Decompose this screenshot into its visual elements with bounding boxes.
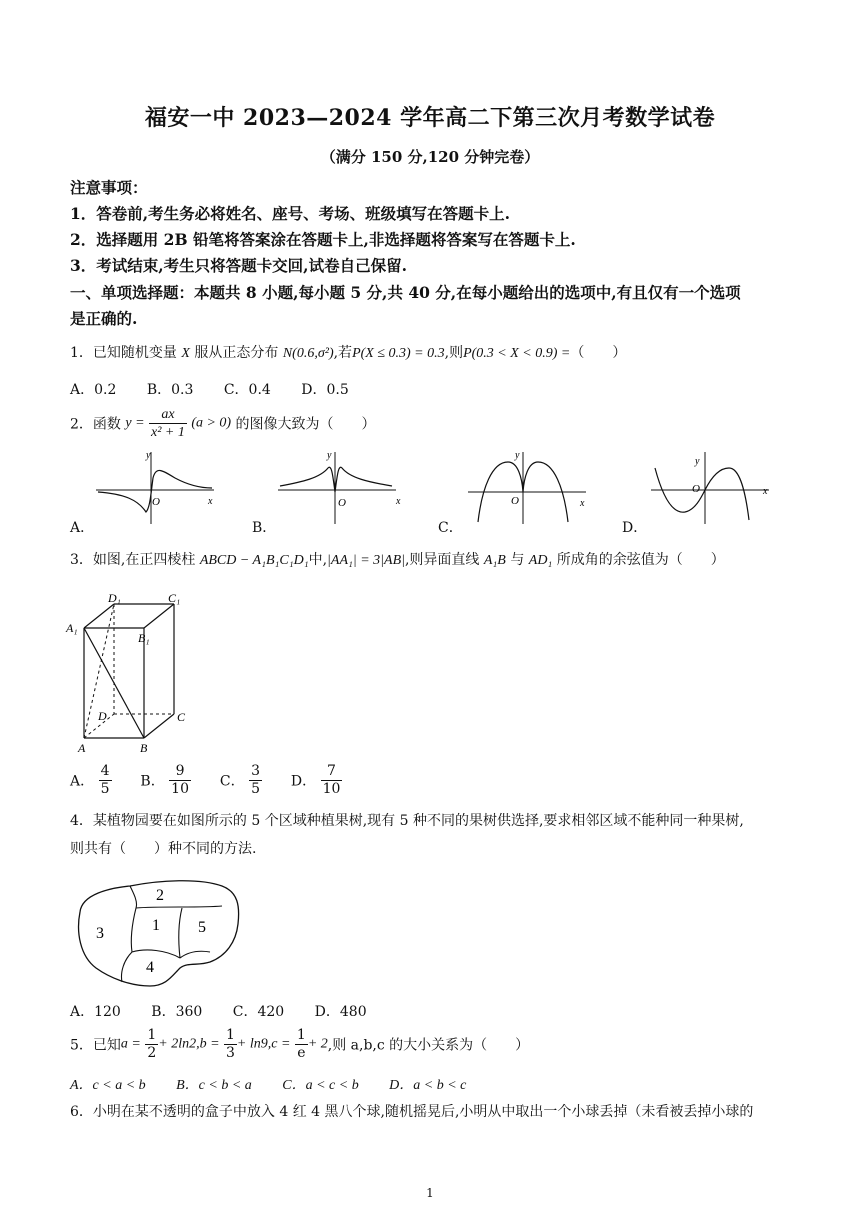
q5-b-den: 3 <box>226 1045 235 1061</box>
q3-b-den: 10 <box>171 781 189 797</box>
q5-b-lhs: b = <box>199 1036 220 1052</box>
q2-numerator: ax <box>149 406 187 424</box>
q5-options <box>70 1074 492 1094</box>
q1-prefix: 1．已知随机变量 <box>70 345 177 361</box>
region-1-label: 1 <box>152 917 160 934</box>
q2-a-origin: O <box>152 496 160 508</box>
q2-a-x-label: x <box>208 496 213 507</box>
section-heading-line2: 是正确的. <box>70 309 138 328</box>
q3-option-d-frac <box>321 763 343 798</box>
q1-ask-prefix: ,则 <box>444 345 464 361</box>
q3-d-den: 10 <box>322 781 341 797</box>
q3-option-d-label: D． <box>290 773 317 790</box>
page-number: 1 <box>426 1186 434 1200</box>
q5-c-num: 1 <box>296 1027 306 1043</box>
q3-and: 与 <box>510 552 525 568</box>
region-2-label: 2 <box>156 887 164 904</box>
q3-b-num: 9 <box>169 763 191 781</box>
vertex-b1: B₁ <box>138 631 150 645</box>
q2-b-origin: O <box>338 497 346 509</box>
q1-ask: P(0.3 < X < 0.9) = <box>463 346 571 361</box>
q5-c-lhs: c = <box>271 1036 291 1052</box>
q3-prism-figure <box>62 590 202 758</box>
section-heading-line1: 一、单项选择题：本题共 8 小题,每小题 5 分,共 40 分,在每小题给出的选项中,有且仅有一个选项 <box>70 283 741 302</box>
region-4-label: 4 <box>146 959 154 976</box>
q2-curve-b <box>280 467 392 492</box>
notice-heading: 注意事项： <box>70 178 148 197</box>
q5-b-frac <box>224 1027 237 1062</box>
q5-a-lhs: a = <box>120 1036 141 1052</box>
exam-subtitle: （满分 150 分,120 分钟完卷） <box>320 148 540 166</box>
q2-d-x-label: x <box>763 486 768 497</box>
q3-option-b-label: B． <box>140 773 165 790</box>
q3-line1: A₁B <box>483 553 506 568</box>
q5-a-num: 1 <box>147 1027 157 1043</box>
q1-options <box>70 379 375 399</box>
q4-option-d: D．480 <box>314 1004 367 1020</box>
q3-suffix: 所成角的余弦值为（ ） <box>556 552 725 568</box>
q4-region-map <box>70 872 250 992</box>
q5-a-den: 2 <box>147 1045 157 1061</box>
q2-graph-a <box>90 448 220 528</box>
question-5 <box>70 1027 529 1062</box>
q3-option-c-frac <box>249 763 262 798</box>
q3-option-a-frac <box>99 763 112 798</box>
notice-item-3: 3．考试结束,考生只将答题卡交回,试卷自己保留. <box>70 256 407 275</box>
vertex-d: D <box>98 709 107 723</box>
q5-suffix: ,则 a,b,c 的大小关系为（ ） <box>327 1037 530 1054</box>
q4-option-b: B．360 <box>151 1004 203 1020</box>
q5-a-rest: + 2ln2, <box>158 1036 200 1052</box>
q5-b-num: 1 <box>226 1027 235 1043</box>
q1-option-c: C．0.4 <box>223 382 271 398</box>
q5-a-frac <box>145 1027 158 1062</box>
vertex-a: A <box>78 741 86 755</box>
q5-option-d: D．a < b < c <box>389 1078 467 1093</box>
question-4-line2: 则共有（ ）种不同的方法. <box>70 841 257 857</box>
q3-c-num: 3 <box>251 763 260 779</box>
q1-mid: 服从正态分布 <box>194 345 279 361</box>
q3-option-b-frac <box>169 763 191 798</box>
q3-line2: AD₁ <box>528 553 553 568</box>
q2-cond: (a > 0) <box>191 415 232 431</box>
q3-mid2: ,则异面直线 <box>404 552 480 568</box>
q4-option-c: C．420 <box>232 1004 285 1020</box>
vertex-a1: A₁ <box>66 621 78 635</box>
q2-c-y-label: y <box>515 450 520 461</box>
q1-option-b: B．0.3 <box>146 382 194 398</box>
q5-c-den: e <box>297 1045 306 1061</box>
q3-mid: 中, <box>308 552 328 568</box>
vertex-d1: D₁ <box>108 591 121 605</box>
q5-b-rest: + ln9, <box>236 1036 272 1052</box>
q3-prefix: 3．如图,在正四棱柱 <box>70 552 196 568</box>
q2-c-origin: O <box>511 495 519 507</box>
q1-paren: （ ） <box>570 345 627 361</box>
q2-c-x-label: x <box>580 498 585 509</box>
q2-label-b: B． <box>252 520 277 536</box>
q1-dist: N(0.6,σ²) <box>282 346 334 361</box>
q3-c-den: 5 <box>251 781 260 797</box>
vertex-c: C <box>177 710 186 724</box>
q3-option-c-label: C． <box>219 773 245 790</box>
q5-prefix: 5．已知 <box>70 1037 121 1054</box>
region-5-label: 5 <box>198 919 206 936</box>
q2-fraction <box>149 406 187 441</box>
q1-option-d: D．0.5 <box>301 382 349 398</box>
q2-label-d: D． <box>622 520 648 536</box>
q2-graph-d <box>645 448 775 528</box>
q2-a-y-label: y <box>146 450 151 461</box>
q2-d-y-label: y <box>695 456 700 467</box>
exam-title: 福安一中 2023—2024 学年高二下第三次月考数学试卷 <box>144 105 716 131</box>
q5-c-frac <box>295 1027 308 1062</box>
q2-b-x-label: x <box>396 496 401 507</box>
notice-item-1: 1．答卷前,考生务必将姓名、座号、考场、班级填写在答题卡上. <box>70 204 511 223</box>
q2-suffix: 的图像大致为（ ） <box>235 416 376 433</box>
q4-option-a: A．120 <box>70 1004 121 1020</box>
question-2 <box>70 406 376 441</box>
question-1 <box>70 342 626 362</box>
q1-cond-prefix: ,若 <box>333 345 353 361</box>
vertex-b: B <box>140 741 148 755</box>
q4-options <box>70 1001 393 1021</box>
q5-option-b: B．c < b < a <box>176 1078 252 1093</box>
question-4-line1: 4．某植物园要在如图所示的 5 个区域种植果树,现有 5 种不同的果树供选择,要求相邻区域不能种同一种果树, <box>70 813 744 829</box>
question-3 <box>70 549 725 569</box>
q3-a-num: 4 <box>100 763 110 779</box>
q1-option-a: A．0.2 <box>70 382 117 398</box>
q1-cond: P(X ≤ 0.3) = 0.3 <box>352 346 445 361</box>
q2-label-c: C． <box>438 520 463 536</box>
notice-item-2: 2．选择题用 2B 铅笔将答案涂在答题卡上,非选择题将答案写在答题卡上. <box>70 230 576 249</box>
q3-a-den: 5 <box>100 781 110 797</box>
q1-var: X <box>181 346 190 361</box>
q2-graph-b <box>272 448 402 528</box>
q2-b-y-label: y <box>327 450 332 461</box>
vertex-c1: C₁ <box>168 591 181 605</box>
q2-label-a: A． <box>70 520 95 536</box>
q2-graph-c <box>462 448 592 528</box>
q5-c-rest: + 2 <box>307 1036 328 1052</box>
question-6-line1: 6．小明在某不透明的盒子中放入 4 红 4 黑八个球,随机摇晃后,小明从中取出一个小球丢掉（未看被丢掉小球的 <box>70 1104 754 1120</box>
q2-prefix: 2．函数 <box>70 416 121 433</box>
q3-cond: |AA₁| = 3|AB| <box>327 553 405 568</box>
q5-option-a: A．c < a < b <box>70 1078 146 1093</box>
q2-d-origin: O <box>692 483 700 495</box>
region-3-label: 3 <box>96 925 104 942</box>
q2-denominator: x² + 1 <box>151 425 185 440</box>
q5-option-c: C．a < c < b <box>282 1078 359 1093</box>
q2-curve-d <box>655 468 749 520</box>
q3-d-num: 7 <box>321 763 343 781</box>
q3-option-a-label: A． <box>70 773 95 790</box>
q2-lhs: y = <box>125 415 145 431</box>
q3-options <box>70 763 342 798</box>
q3-prism: ABCD − A₁B₁C₁D₁ <box>199 553 309 568</box>
